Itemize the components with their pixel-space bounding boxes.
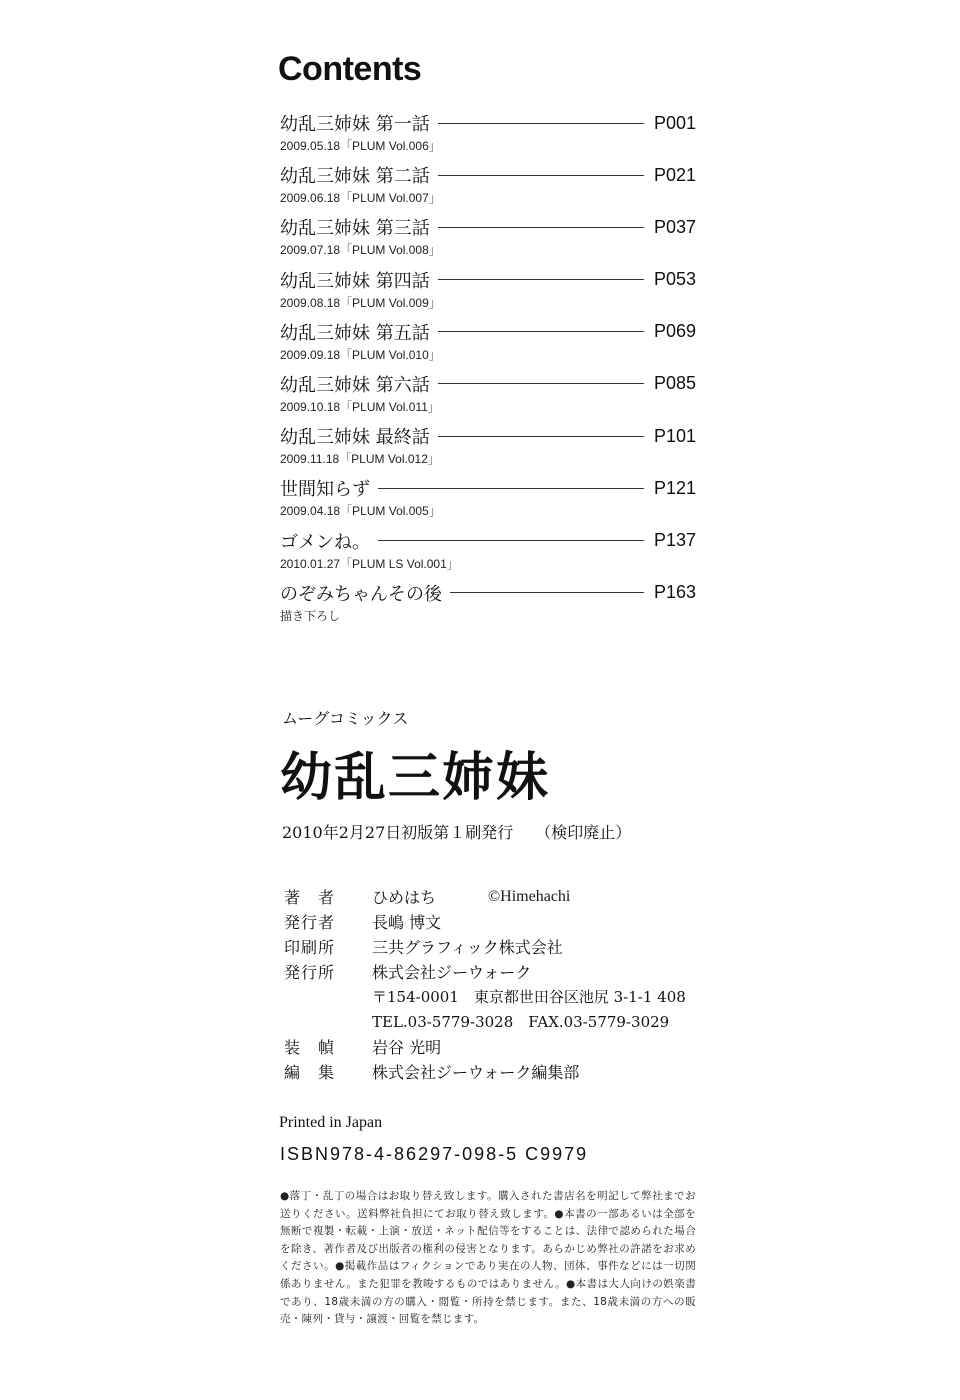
toc-leader-line [438,279,644,280]
toc-entry [280,423,700,475]
toc-entry-source: 描き下ろし [280,608,341,623]
toc-entry-page: P163 [654,582,697,603]
credit-row-publisher-person [284,909,686,934]
toc-entry-page: P085 [654,373,697,394]
publisher-address: 〒154-0001 東京都世田谷区池尻 3-1-1 408 [372,988,686,1006]
toc-entry-page: P137 [654,530,697,550]
toc-entry-source: 2009.11.18「PLUM Vol.012」 [280,452,440,467]
toc-leader-line [438,175,644,176]
credit-value: 長嶋 博文 [372,913,442,932]
credit-label: 印刷所 [284,938,336,957]
toc-entry-page: P121 [654,477,697,498]
credit-row-author [284,884,686,909]
publisher-phone-fax: TEL.03-5779-3028 FAX.03-5779-3029 [372,1013,670,1031]
credits-block [284,884,686,1084]
toc-leader-line [438,436,644,437]
isbn-code: ISBN978-4-86297-098-5 C9979 [280,1144,589,1164]
toc-entry [280,580,700,632]
credit-value: 株式会社ジーウォーク [372,963,532,982]
toc-leader-line [438,383,644,384]
toc-entry-title: 幼乱三姉妹 第四話 [280,270,430,292]
credit-value: 株式会社ジーウォーク編集部 [372,1063,580,1082]
toc-entry-page: P069 [654,321,697,342]
imprint-label: ムーグコミックス [282,709,409,728]
toc-entry-source: 2009.05.18「PLUM Vol.006」 [280,139,441,153]
toc-entry-page: P021 [654,164,697,185]
toc-entry-title: 幼乱三姉妹 第二話 [280,166,430,188]
toc-entry [280,319,700,371]
toc-leader-line [438,331,644,332]
toc-entry-source: 2009.04.18「PLUM Vol.005」 [280,504,441,519]
toc-entry-source: 2010.01.27「PLUM LS Vol.001」 [280,556,459,571]
toc-leader-line [438,227,644,228]
toc-entry-page: P053 [654,269,697,290]
publication-line [282,820,631,843]
toc-entry [280,371,700,423]
toc-entry [280,475,700,527]
toc-leader-line [450,592,644,593]
credit-row-editor [284,1059,686,1084]
toc-entry-source: 2009.07.18「PLUM Vol.008」 [280,243,441,258]
credit-row-publisher [284,959,686,984]
toc-entry-title: 幼乱三姉妹 第六話 [280,374,430,396]
toc-entry-title: のぞみちゃんその後 [280,583,442,605]
copyright-notice: ©Himehachi [488,887,571,905]
printed-in-label: Printed in Japan [279,1114,383,1131]
toc-entry-title: 幼乱三姉妹 第五話 [280,322,430,344]
toc-entry-source: 2009.10.18「PLUM Vol.011」 [280,399,440,414]
contents-heading: Contents [278,50,422,88]
publication-note: （検印廃止） [535,823,632,842]
toc-entry-page: P001 [654,112,697,133]
publication-date: 2010年2月27日初版第１刷発行 [282,823,514,842]
toc-entry-source: 2009.08.18「PLUM Vol.009」 [280,295,441,310]
credit-label: 発行所 [284,963,336,982]
legal-notice: ●落丁・乱丁の場合はお取り替え致します。購入された書店名を明記して弊社までお送りください。送料弊社負担にてお取り替え致します。●本書の一部あるいは全部を無断で複製・転載・上演・放送・ネット配信等をすることは、法律で認められた場合を除き、著作者及び出版者の権利の侵害となります。あらかじめ弊社の許諾をお求めください。●掲載作品はフィクションであり実在の人物、団体、事件などには一切関係ありません。また犯罪を教唆するものではありません。●本書は大人向けの娯楽書であり、18歳未満の方の購入・閲覧・所持を禁じます。また、18歳未満の方への販売・陳列・貸与・譲渡・回覧を禁じます。 [280,1190,696,1326]
toc-entry [280,267,700,319]
toc-leader-line [378,488,644,489]
toc-entry [280,110,700,162]
toc-entry-title: 幼乱三姉妹 第一話 [280,114,430,135]
toc-entry [280,162,700,214]
credit-value: ひめはち [372,888,437,907]
toc-entry-source: 2009.09.18「PLUM Vol.010」 [280,347,441,362]
book-title: 幼乱三姉妹 [280,747,551,808]
toc-entry-page: P101 [654,425,697,446]
toc-entry-source: 2009.06.18「PLUM Vol.007」 [280,191,441,206]
credit-label: 編 集 [284,1063,336,1082]
toc-leader-line [378,540,644,541]
toc-entry-title: 幼乱三姉妹 第三話 [280,218,430,240]
toc-entry-title: 幼乱三姉妹 最終話 [280,427,430,449]
toc-entry-title: 世間知らず [280,479,370,501]
credit-row-design [284,1034,686,1059]
credit-label: 発行者 [284,913,336,932]
credit-value: 岩谷 光明 [372,1038,442,1057]
credit-label: 著 者 [284,888,336,907]
toc-entry-page: P037 [654,216,697,237]
credit-value: 三共グラフィック株式会社 [372,938,563,957]
toc-leader-line [438,123,644,124]
toc-entry [280,528,700,580]
credit-row-printer [284,934,686,959]
toc-entry-title: ゴメンね。 [280,531,370,553]
toc-entry [280,214,700,266]
table-of-contents [280,110,700,632]
credit-label: 装 幀 [284,1038,336,1057]
